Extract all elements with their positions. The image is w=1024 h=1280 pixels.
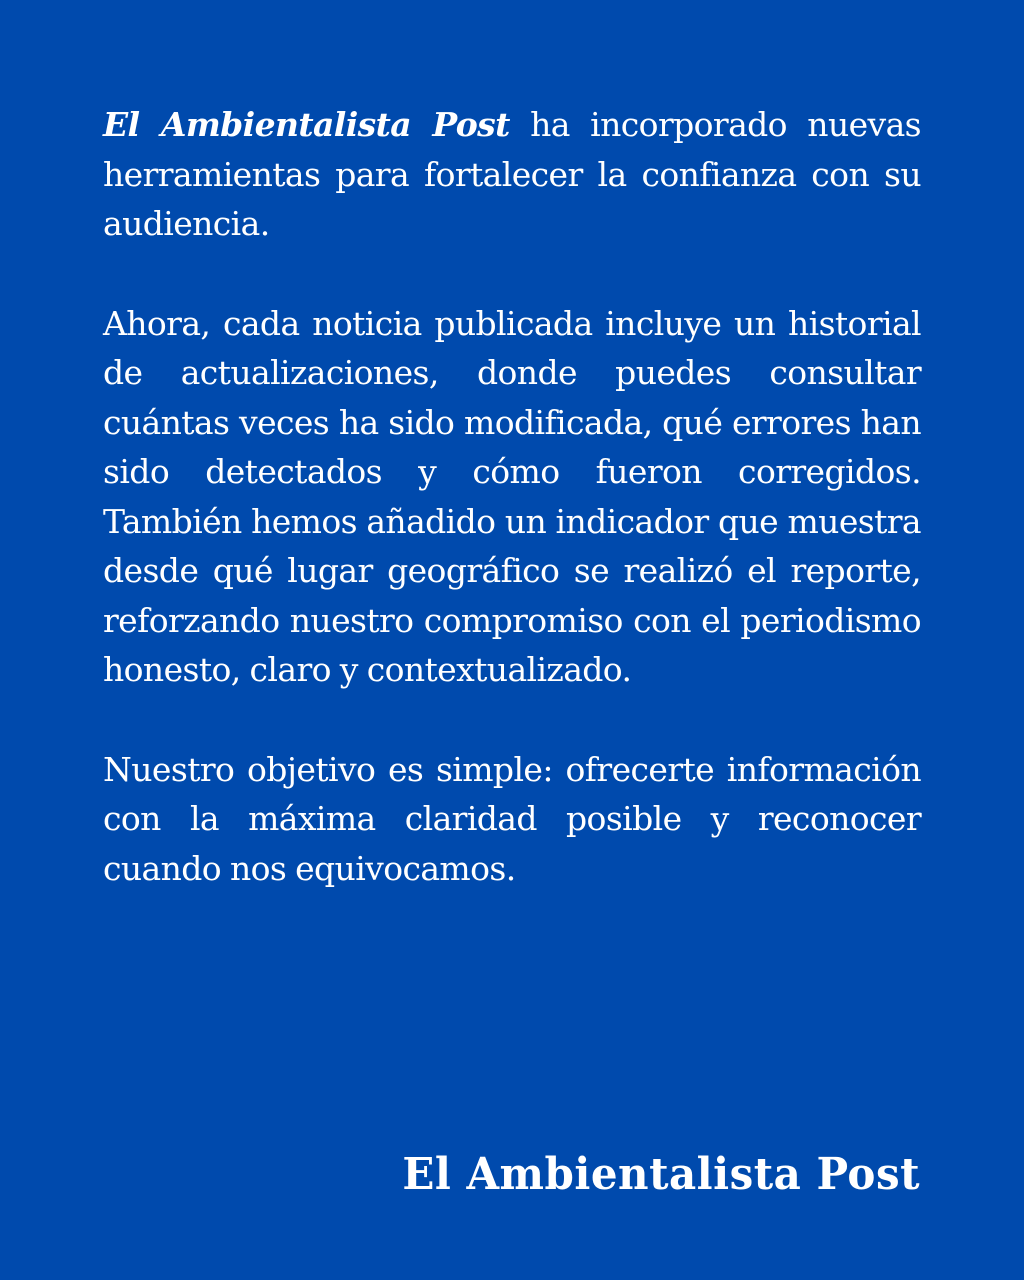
paragraph-objective: Nuestro objetivo es simple: ofrecerte información con la máxima claridad posible y reconocer cuando nos equivocamos. (103, 749, 921, 888)
inline-brand-name: El Ambientalista Post (103, 105, 510, 144)
paragraph-features: Ahora, cada noticia publicada incluye un historial de actualizaciones, donde puedes consultar cuántas veces ha sido modificada, qué errores han sido detectados y cómo fueron corregidos. También hemos añadido un indicador que muestra desde qué lugar geográfico se realizó el reporte, reforzando nuestro compromiso con el periodismo honesto, claro y contextualizado. (103, 303, 921, 689)
paragraph-intro-text: ha incorporado nuevas herramientas para fortalecer la confianza con su audiencia. (103, 105, 921, 243)
paragraph-intro (103, 100, 921, 249)
announcement-body (103, 100, 921, 943)
brand-signature: El Ambientalista Post (402, 1148, 920, 1200)
